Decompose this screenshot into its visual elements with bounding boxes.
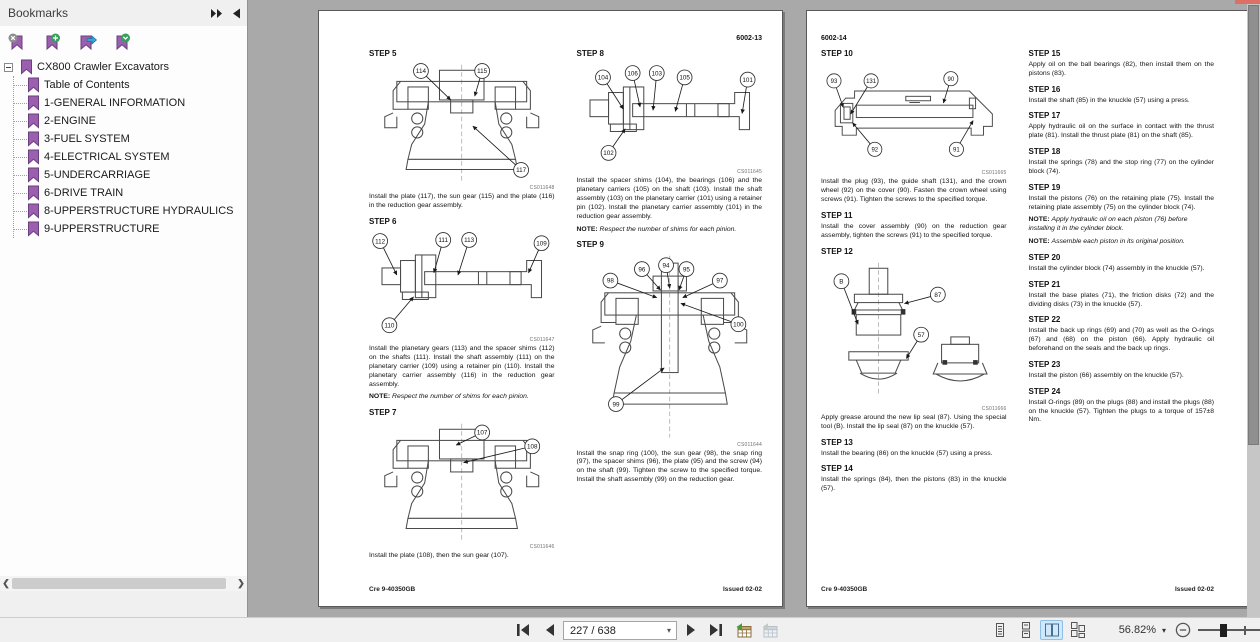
bookmark-item[interactable] <box>14 220 245 238</box>
bookmark-label: CX800 Crawler Excavators <box>37 61 170 73</box>
tree-collapse-toggle[interactable] <box>4 63 13 72</box>
svg-text:106: 106 <box>626 70 638 78</box>
figure-code: CS011666 <box>981 405 1007 412</box>
page-number-input[interactable] <box>564 625 662 637</box>
step-heading: STEP 7 <box>369 408 397 418</box>
bottom-toolbar <box>0 617 1260 642</box>
page-footer <box>821 586 1214 593</box>
step-text: Install the pistons (76) on the retaining plate (75). Install the retaining plate assembly (75) on the cylinder block (74). <box>1028 194 1214 211</box>
continuous-icon[interactable] <box>1014 620 1037 640</box>
step-text: Install the cover assembly (90) on the reduction gear assembly, tighten the screws (91) to the specified torque. <box>821 222 1007 239</box>
step-heading: STEP 15 <box>1028 49 1061 58</box>
step-heading: STEP 21 <box>1028 279 1061 289</box>
step-text: Install the planetary gears (113) and the spacer shims (112) on the shafts (111). Install the shaft assembly (111) on the planetary carrier (109) using a retainer pin (110). Install the planetary carrier assembly (116) in the reduction gear assembly. <box>369 345 555 388</box>
step-heading: STEP 14 <box>821 464 853 474</box>
note-label: NOTE: <box>1028 216 1050 224</box>
last-page-icon[interactable] <box>705 620 727 640</box>
svg-text:114: 114 <box>415 68 426 76</box>
note-text: NOTE: Respect the number of shims for each pinion. <box>369 393 529 401</box>
copy-table-icon[interactable] <box>731 620 755 640</box>
bookmark-item[interactable] <box>14 202 245 220</box>
bookmarks-tree <box>4 58 245 571</box>
vertical-scrollbar[interactable] <box>1247 0 1260 617</box>
figure-code: CS011648 <box>529 185 555 192</box>
svg-text:111: 111 <box>438 237 448 245</box>
page-number-label: 6002-14 <box>821 35 847 42</box>
step-text: Install the back up rings (69) and (70) as well as the O-rings (67) and (68) on the piston (66). Apply hydraulic oil beforehand on the seals and the back up rings. <box>1028 327 1214 353</box>
svg-text:102: 102 <box>602 150 614 158</box>
page-content <box>821 47 1214 498</box>
svg-text:91: 91 <box>953 147 960 154</box>
footer-issue-date: Issued 02-02 <box>722 586 762 593</box>
bookmark-item[interactable] <box>14 112 245 130</box>
svg-text:97: 97 <box>715 278 723 286</box>
figure-code: CS011646 <box>529 544 555 551</box>
step-text: Apply oil on the ball bearings (82), then install them on the pistons (83). <box>1028 61 1214 77</box>
step-text: Install the piston (66) assembly on the knuckle (57). <box>1028 371 1184 379</box>
note-text: NOTE: Apply hydraulic oil on each piston (76) before installing it in the cylinder block. <box>1028 216 1188 233</box>
step-figure <box>821 259 1007 412</box>
bookmark-item[interactable] <box>14 166 245 184</box>
facing-icon[interactable] <box>1040 620 1063 640</box>
step-text: Install the spacer shims (104), the bearings (106) and the planetary carriers (105) on the shaft (103). Install the shaft assembly (103) on the planetary carrier (101) using a retainer pin (102). Install the planetary carrier assembly (101) in the reduction gear assembly. <box>576 177 762 220</box>
step-text: Apply grease around the new lip seal (87). Using the special tool (B). Install the lip seal (87) on the knuckle (57). <box>821 413 1007 430</box>
figure-code: CS011647 <box>529 337 555 344</box>
bookmark-label: 5-UNDERCARRIAGE <box>44 169 151 181</box>
step-heading: STEP 10 <box>821 49 853 58</box>
step-heading: STEP 12 <box>821 246 853 256</box>
step-heading: STEP 13 <box>821 437 853 447</box>
note-text: NOTE: Respect the number of shims for each pinion. <box>576 225 737 233</box>
svg-text:103: 103 <box>651 70 662 78</box>
step-heading: STEP 16 <box>1028 84 1061 94</box>
svg-text:131: 131 <box>866 78 877 85</box>
step-heading: STEP 19 <box>1028 182 1061 192</box>
bookmark-icon <box>27 185 40 201</box>
svg-text:92: 92 <box>871 147 879 154</box>
bookmark-item[interactable] <box>14 94 245 112</box>
step-heading: STEP 5 <box>369 49 397 58</box>
technical-diagram <box>577 252 763 442</box>
figure-code: CS011644 <box>737 441 762 448</box>
svg-text:99: 99 <box>611 401 619 409</box>
bookmark-label: 9-UPPERSTRUCTURE <box>44 223 160 235</box>
page-content <box>369 47 762 565</box>
window-edge-fragment <box>1235 0 1260 4</box>
delete-bookmark-icon[interactable] <box>8 33 26 51</box>
zoom-slider-tick <box>1244 626 1246 635</box>
zoom-slider-track[interactable] <box>1198 629 1260 631</box>
step-text: Install the springs (78) and the stop ring (77) on the cylinder block (74). <box>1028 159 1214 175</box>
pdf-page <box>318 10 783 607</box>
technical-diagram <box>821 259 1007 407</box>
note-label: NOTE: <box>1028 238 1050 246</box>
bookmark-label: 4-ELECTRICAL SYSTEM <box>44 151 170 163</box>
tree-connector <box>14 103 27 104</box>
step-heading: STEP 18 <box>1028 147 1061 157</box>
collapse-bookmarks-icon[interactable] <box>113 33 131 51</box>
bookmark-icon <box>20 59 33 75</box>
svg-text:101: 101 <box>741 76 753 84</box>
scroll-right-icon[interactable]: ❯ <box>237 578 245 588</box>
zoom-dropdown-icon[interactable]: ▾ <box>1162 625 1167 635</box>
bookmarks-panel <box>0 0 248 617</box>
bookmark-label: 1-GENERAL INFORMATION <box>44 97 186 109</box>
note-label: NOTE: <box>576 225 598 233</box>
tree-connector <box>14 121 27 122</box>
svg-text:113: 113 <box>464 237 475 245</box>
step-figure <box>821 61 1007 176</box>
document-view <box>248 0 1260 617</box>
bookmark-label: 3-FUEL SYSTEM <box>44 133 130 145</box>
figure-code: CS011665 <box>981 170 1007 177</box>
step-text: Apply hydraulic oil on the surface in contact with the thrust plate (81). Install the thrust plate (81) on the shaft (85). <box>1028 123 1214 140</box>
svg-text:117: 117 <box>516 167 527 175</box>
svg-text:90: 90 <box>947 76 955 83</box>
bookmark-icon <box>27 221 40 237</box>
svg-text:108: 108 <box>526 443 538 451</box>
bookmark-item[interactable] <box>14 148 245 166</box>
zoom-out-icon[interactable] <box>1174 620 1192 640</box>
footer-document-code: Cre 9-40350GB <box>821 586 868 593</box>
step-heading: STEP 6 <box>369 216 397 226</box>
next-page-icon[interactable] <box>681 620 703 640</box>
step-text: Install the plate (117), the sun gear (115) and the plate (116) in the reduction gear assembly. <box>369 193 555 210</box>
note-text: NOTE: Assemble each piston in its original position. <box>1028 238 1185 246</box>
step-heading: STEP 8 <box>576 49 604 58</box>
bookmarks-panel-header <box>0 0 247 26</box>
step-heading: STEP 17 <box>1028 111 1061 121</box>
svg-text:112: 112 <box>375 238 386 246</box>
technical-diagram <box>369 61 555 186</box>
step-figure <box>577 252 763 447</box>
zoom-slider-handle[interactable] <box>1220 624 1227 637</box>
step-heading: STEP 9 <box>576 240 604 250</box>
add-bookmark-icon[interactable] <box>43 33 61 51</box>
step-heading: STEP 22 <box>1028 315 1061 325</box>
bookmark-label: 2-ENGINE <box>44 115 96 127</box>
technical-diagram <box>369 420 555 545</box>
step-text: Install the bearing (86) on the knuckle (57) using a press. <box>821 449 993 457</box>
scroll-left-icon[interactable]: ❮ <box>2 578 10 588</box>
svg-text:110: 110 <box>384 322 395 330</box>
tree-connector <box>14 85 27 86</box>
step-text: Install the springs (84), then the pistons (83) in the knuckle (57). <box>821 476 1007 493</box>
bookmark-item[interactable] <box>14 76 245 94</box>
step-text: Install the shaft (85) in the knuckle (57) using a press. <box>1028 96 1190 104</box>
bookmarks-panel-title: Bookmarks <box>8 6 69 20</box>
bookmark-item[interactable] <box>14 130 245 148</box>
page-column <box>821 47 1007 498</box>
step-figure <box>369 61 555 191</box>
step-heading: STEP 24 <box>1028 386 1061 396</box>
svg-text:94: 94 <box>662 262 670 270</box>
page-column <box>1029 47 1215 498</box>
page-column <box>577 47 763 565</box>
step-text: Install the snap ring (100), the sun gear (98), the snap ring (97), the spacer shims (96), the plate (95) and the screw (94) on the shaft (99). Tighten the screw to the specified torque. Install the shaft assembly (99) on the reduction gear. <box>576 449 762 484</box>
page-combo-caret-icon[interactable]: ▾ <box>666 626 671 635</box>
step-heading: STEP 23 <box>1028 359 1061 369</box>
horizontal-scrollbar-thumb[interactable] <box>12 578 226 589</box>
single-page-icon[interactable] <box>988 620 1011 640</box>
goto-bookmark-icon[interactable] <box>78 33 96 51</box>
tree-connector <box>14 229 27 230</box>
svg-text:98: 98 <box>606 278 614 286</box>
page-number-label: 6002-13 <box>736 35 762 42</box>
bookmark-icon <box>27 77 40 93</box>
technical-diagram <box>577 61 763 170</box>
step-text: Install the cylinder block (74) assembly in the knuckle (57). <box>1028 264 1205 272</box>
svg-text:87: 87 <box>934 291 942 299</box>
svg-text:109: 109 <box>536 240 547 248</box>
step-text: Install O-rings (89) on the plugs (88) and install the plugs (88) on the knuckle (57). Tighten the plugs to a torque of 157±8 Nm. <box>1028 398 1214 424</box>
bookmarks-toolbar <box>0 28 247 56</box>
bookmark-icon <box>27 203 40 219</box>
step-heading: STEP 20 <box>1028 252 1061 262</box>
svg-text:B: B <box>839 278 844 286</box>
svg-text:95: 95 <box>682 266 690 274</box>
figure-code: CS011645 <box>737 169 762 176</box>
svg-text:93: 93 <box>830 78 838 85</box>
bookmark-item[interactable] <box>14 184 245 202</box>
technical-diagram <box>821 61 1007 171</box>
step-figure <box>369 420 555 550</box>
bookmark-icon <box>27 167 40 183</box>
footer-issue-date: Issued 02-02 <box>1174 586 1214 593</box>
copy-table-disabled-icon[interactable] <box>757 620 781 640</box>
page-number-combo[interactable] <box>563 621 677 640</box>
svg-text:105: 105 <box>678 74 690 82</box>
tree-connector <box>14 211 27 212</box>
step-text: Install the plug (93), the guide shaft (131), and the crown wheel (92) on the cover (90). Fasten the crown wheel using screws (91). Tighten the screws to the specified torque. <box>821 178 1007 204</box>
svg-text:57: 57 <box>917 331 925 339</box>
note-label: NOTE: <box>369 393 391 401</box>
bookmark-label: Table of Contents <box>44 79 130 91</box>
bookmarks-horizontal-scrollbar[interactable] <box>0 576 247 591</box>
svg-text:107: 107 <box>476 430 488 438</box>
bookmark-icon <box>27 149 40 165</box>
zoom-level: 56.82% <box>1118 624 1156 636</box>
pdf-page <box>806 10 1260 607</box>
bookmark-label: 8-UPPERSTRUCTURE HYDRAULICS <box>44 205 234 217</box>
step-figure <box>369 229 555 343</box>
horizontal-scrollbar-track[interactable] <box>12 577 235 590</box>
sidebar-bottom-spacer <box>0 591 247 617</box>
tree-connector <box>14 139 27 140</box>
tree-connector <box>14 193 27 194</box>
tree-connector <box>14 175 27 176</box>
previous-page-icon[interactable] <box>538 620 560 640</box>
page-column <box>369 47 555 565</box>
collapse-panel-icon[interactable] <box>232 8 241 19</box>
tree-connector <box>14 157 27 158</box>
expand-panel-icon[interactable] <box>210 8 224 19</box>
bookmark-icon <box>27 113 40 129</box>
step-figure <box>577 61 763 175</box>
step-text: Install the plate (108), then the sun gear (107). <box>369 552 509 560</box>
svg-text:96: 96 <box>637 266 645 274</box>
first-page-icon[interactable] <box>512 620 534 640</box>
continuous-facing-icon[interactable] <box>1066 620 1089 640</box>
vertical-scrollbar-thumb[interactable] <box>1248 5 1259 445</box>
bookmark-root-item[interactable] <box>4 58 245 76</box>
step-heading: STEP 11 <box>821 210 853 220</box>
svg-text:100: 100 <box>732 321 744 329</box>
page-footer <box>369 586 762 593</box>
bookmark-label: 6-DRIVE TRAIN <box>44 187 124 199</box>
technical-diagram <box>369 229 555 338</box>
svg-text:115: 115 <box>477 68 488 76</box>
bookmark-icon <box>27 95 40 111</box>
step-text: Install the base plates (71), the friction disks (72) and the dividing disks (73) in the knuckle (57). <box>1028 291 1214 308</box>
footer-document-code: Cre 9-40350GB <box>369 586 416 593</box>
bookmark-icon <box>27 131 40 147</box>
svg-text:104: 104 <box>597 74 608 82</box>
